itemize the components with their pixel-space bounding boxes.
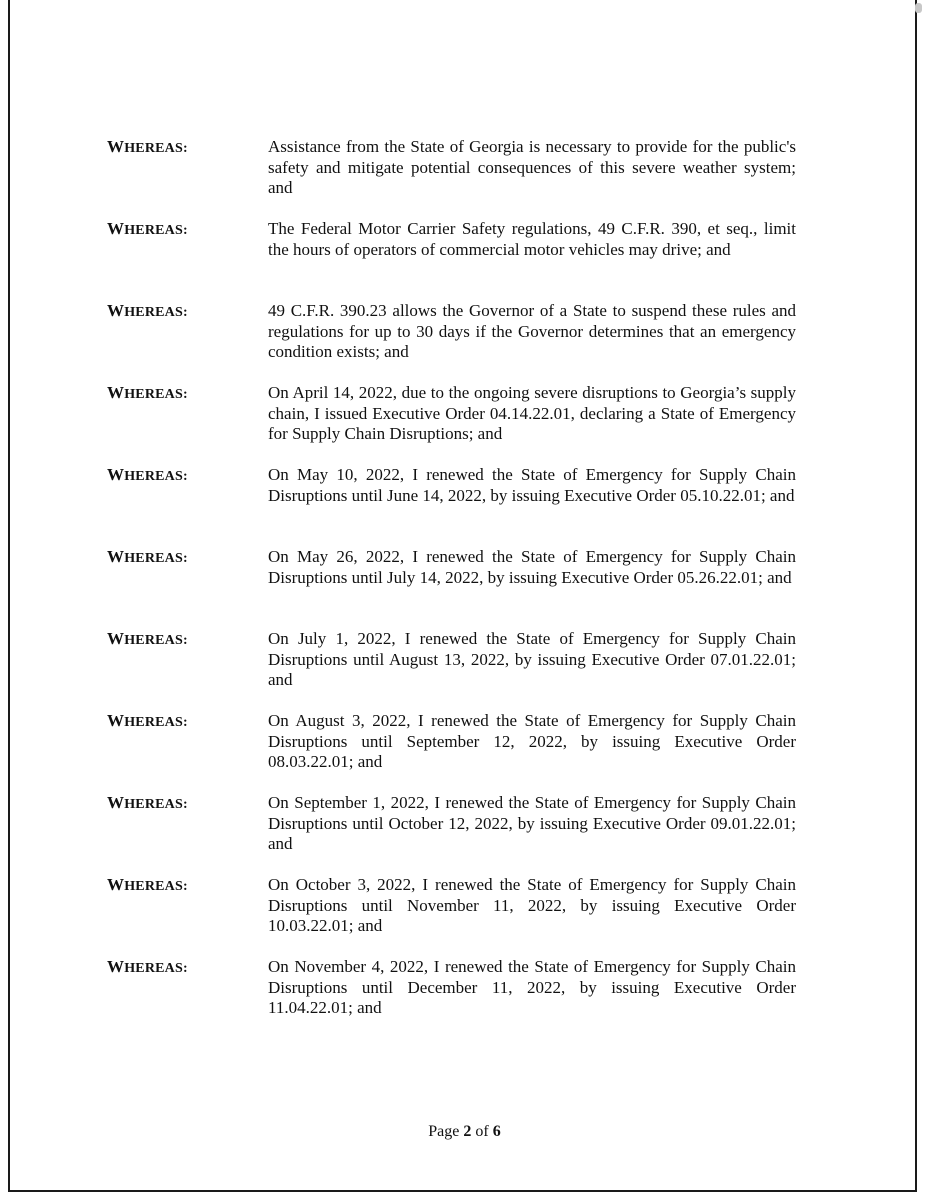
clause-text: On September 1, 2022, I renewed the State of Emergency for Supply Chain Disruptions until October 12, 2022, by issuing Executive Order 09.01.22.01; and <box>268 793 796 853</box>
page-number-footer <box>0 1122 929 1142</box>
clause-11 <box>107 957 797 1039</box>
clause-label: WHEREAS: <box>107 711 188 730</box>
clause-label: WHEREAS: <box>107 465 188 484</box>
clause-text: On May 26, 2022, I renewed the State of Emergency for Supply Chain Disruptions until July 14, 2022, by issuing Executive Order 05.26.22.01; and <box>268 547 796 587</box>
clause-label: WHEREAS: <box>107 957 188 976</box>
clause-label: WHEREAS: <box>107 301 188 320</box>
clause-label: WHEREAS: <box>107 875 188 894</box>
clause-label: WHEREAS: <box>107 137 188 156</box>
clause-3 <box>107 301 797 383</box>
clause-8 <box>107 711 797 793</box>
clause-text: On August 3, 2022, I renewed the State of Emergency for Supply Chain Disruptions until September 12, 2022, by issuing Executive Order 08.03.22.01; and <box>268 711 796 771</box>
clause-7 <box>107 629 797 711</box>
clause-5 <box>107 465 797 547</box>
clause-label: WHEREAS: <box>107 629 188 648</box>
clause-6 <box>107 547 797 629</box>
clause-1 <box>107 137 797 219</box>
clause-text: On July 1, 2022, I renewed the State of Emergency for Supply Chain Disruptions until August 13, 2022, by issuing Executive Order 07.01.22.01; and <box>268 629 796 689</box>
current-page-number: 2 <box>463 1123 472 1140</box>
clause-text: On October 3, 2022, I renewed the State of Emergency for Supply Chain Disruptions until November 11, 2022, by issuing Executive Order 10.03.22.01; and <box>268 875 796 935</box>
clause-2 <box>107 219 797 301</box>
clause-text: The Federal Motor Carrier Safety regulations, 49 C.F.R. 390, et seq., limit the hours of operators of commercial motor vehicles may drive; and <box>268 219 796 259</box>
clause-label: WHEREAS: <box>107 547 188 566</box>
whereas-clauses <box>107 137 797 1039</box>
page-word: Page <box>428 1123 460 1140</box>
clause-text: On November 4, 2022, I renewed the State of Emergency for Supply Chain Disruptions until December 11, 2022, by issuing Executive Order 11.04.22.01; and <box>268 957 796 1017</box>
clause-text: 49 C.F.R. 390.23 allows the Governor of a State to suspend these rules and regulations for up to 30 days if the Governor determines that an emergency condition exists; and <box>268 301 796 361</box>
scrollbar-thumb[interactable] <box>915 3 922 13</box>
of-word: of <box>475 1123 489 1140</box>
clause-label: WHEREAS: <box>107 793 188 812</box>
clause-label: WHEREAS: <box>107 383 188 402</box>
total-pages-number: 6 <box>492 1123 501 1140</box>
clause-4 <box>107 383 797 465</box>
clause-label: WHEREAS: <box>107 219 188 238</box>
clause-text: On May 10, 2022, I renewed the State of Emergency for Supply Chain Disruptions until June 14, 2022, by issuing Executive Order 05.10.22.01; and <box>268 465 796 505</box>
clause-text: On April 14, 2022, due to the ongoing severe disruptions to Georgia’s supply chain, I issued Executive Order 04.14.22.01, declaring a State of Emergency for Supply Chain Disruptions; and <box>268 383 796 443</box>
clause-9 <box>107 793 797 875</box>
clause-text: Assistance from the State of Georgia is necessary to provide for the public's safety and mitigate potential consequences of this severe weather system; and <box>268 137 796 197</box>
clause-10 <box>107 875 797 957</box>
